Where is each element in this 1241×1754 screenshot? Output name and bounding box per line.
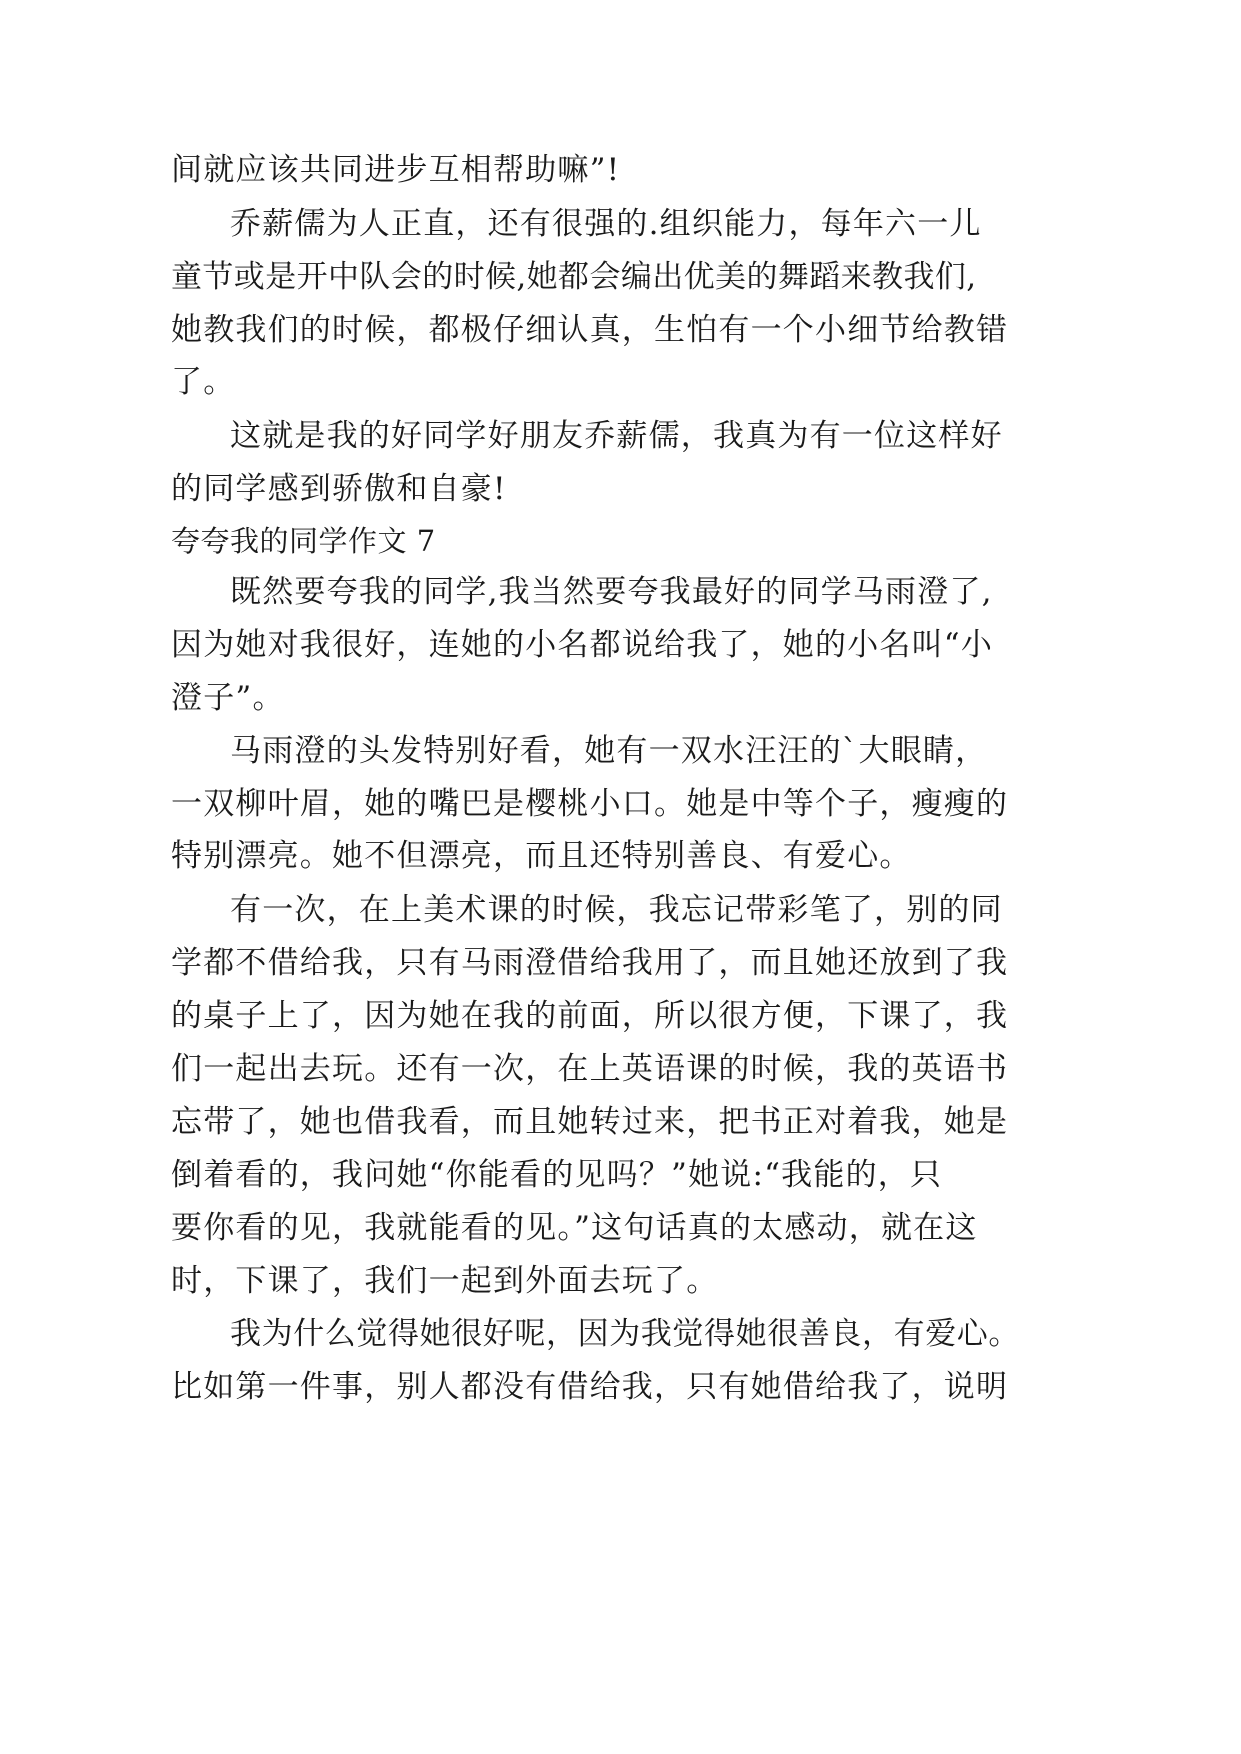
text-line: 们一起出去玩。还有一次，在上英语课的时候，我的英语书	[171, 1051, 1009, 1087]
paragraph-start-line: 我为什么觉得她很好呢，因为我觉得她很善良，有爱心。	[230, 1316, 1020, 1352]
text-line: 她教我们的时候，都极仔细认真，生怕有一个小细节给教错	[171, 312, 1009, 348]
text-line: 间就应该共同进步互相帮助嘛”!	[171, 152, 621, 188]
text-line: 一双柳叶眉，她的嘴巴是樱桃小口。她是中等个子，瘦瘦的	[171, 786, 1009, 822]
text-line: 忘带了，她也借我看，而且她转过来，把书正对着我，她是	[171, 1104, 1009, 1140]
text-line: 澄子”。	[171, 680, 285, 716]
text-line: 学都不借给我，只有马雨澄借给我用了，而且她还放到了我	[171, 945, 1009, 981]
text-line: 童节或是开中队会的时候,她都会编出优美的舞蹈来教我们,	[171, 259, 977, 295]
paragraph-start-line: 乔薪儒为人正直，还有很强的.组织能力，每年六一儿	[230, 206, 982, 242]
text-line: 要你看的见，我就能看的见。”这句话真的太感动，就在这	[171, 1210, 978, 1246]
text-line: 比如第一件事，别人都没有借给我，只有她借给我了，说明	[171, 1369, 1009, 1405]
text-line: 了。	[171, 364, 236, 400]
text-line: 时，下课了，我们一起到外面去玩了。	[171, 1263, 719, 1299]
text-line: 倒着看的，我问她“你能看的见吗？”她说:“我能的，只	[171, 1157, 943, 1193]
text-line: 特别漂亮。她不但漂亮，而且还特别善良、有爱心。	[171, 838, 912, 874]
paragraph-start-line: 马雨澄的头发特别好看，她有一双水汪汪的`大眼睛，	[230, 733, 988, 769]
text-line: 的桌子上了，因为她在我的前面，所以很方便，下课了，我	[171, 998, 1009, 1034]
paragraph-start-line: 有一次，在上美术课的时候，我忘记带彩笔了，别的同	[230, 892, 1003, 928]
section-heading: 夸夸我的同学作文 7	[171, 524, 436, 558]
text-line: 的同学感到骄傲和自豪!	[171, 471, 507, 507]
text-line: 因为她对我很好，连她的小名都说给我了，她的小名叫“小	[171, 627, 994, 663]
paragraph-start-line: 这就是我的好同学好朋友乔薪儒，我真为有一位这样好	[230, 418, 1003, 454]
paragraph-start-line: 既然要夸我的同学,我当然要夸我最好的同学马雨澄了,	[230, 574, 993, 610]
